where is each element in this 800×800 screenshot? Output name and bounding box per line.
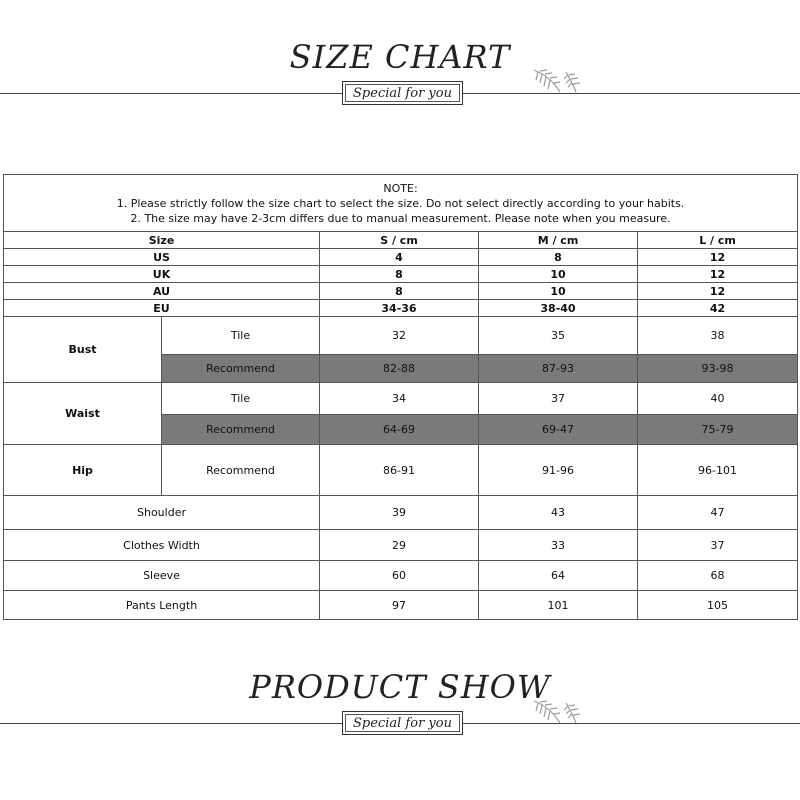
note-line-1: 1. Please strictly follow the size chart to select the size. Do not select directly according to your habits. [116,196,685,210]
cell-l: 47 [638,496,798,530]
cell-l: 105 [638,591,798,620]
cell-m: 10 [479,283,638,300]
recommend-label: Recommend [162,355,320,383]
cell-s: 8 [320,283,479,300]
cell-s: 39 [320,496,479,530]
table-row [4,445,798,496]
table-row [4,317,798,355]
note-row [4,175,798,232]
recommend-label: Recommend [162,415,320,445]
cell-m: 10 [479,266,638,283]
cell-s: 64-69 [320,415,479,445]
waist-label: Waist [4,383,162,445]
badge-text: Special for you [345,84,460,102]
cell-m: 37 [479,383,638,415]
cell-m: 91-96 [479,445,638,496]
cell-s: 82-88 [320,355,479,383]
row-label: Shoulder [4,496,320,530]
note-line-2: 2. The size may have 2-3cm differs due to manual measurement. Please note when you measure. [130,211,671,225]
cell-m: 35 [479,317,638,355]
table-header-row [4,232,798,249]
section-title: PRODUCT SHOW [249,668,551,706]
cell-m: 8 [479,249,638,266]
cell-s: 34-36 [320,300,479,317]
hip-label: Hip [4,445,162,496]
row-label: UK [4,266,320,283]
cell-l: 93-98 [638,355,798,383]
row-label: Clothes Width [4,530,320,561]
table-row [4,561,798,591]
row-label: AU [4,283,320,300]
row-label: Sleeve [4,561,320,591]
cell-s: 29 [320,530,479,561]
cell-l: 12 [638,249,798,266]
bust-label: Bust [4,317,162,383]
palm-leaf-icon [530,697,586,727]
table-row [4,283,798,300]
table-row [4,266,798,283]
cell-l: 38 [638,317,798,355]
special-badge [342,81,463,105]
palm-leaf-icon [530,66,586,96]
table-row [4,300,798,317]
cell-m: 69-47 [479,415,638,445]
header-l: L / cm [638,232,798,249]
cell-l: 12 [638,266,798,283]
tile-label: Tile [162,383,320,415]
size-chart-table [3,174,798,620]
section-title: SIZE CHART [289,38,511,76]
table-row [4,530,798,561]
cell-s: 97 [320,591,479,620]
header-size: Size [4,232,320,249]
cell-l: 37 [638,530,798,561]
badge-text: Special for you [345,714,460,732]
header-m: M / cm [479,232,638,249]
cell-s: 34 [320,383,479,415]
cell-l: 12 [638,283,798,300]
cell-l: 96-101 [638,445,798,496]
table-row [4,383,798,415]
cell-m: 43 [479,496,638,530]
cell-m: 38-40 [479,300,638,317]
special-badge [342,711,463,735]
note-title: NOTE: [383,181,418,195]
row-label: Pants Length [4,591,320,620]
cell-s: 86-91 [320,445,479,496]
table-row [4,496,798,530]
cell-m: 33 [479,530,638,561]
cell-s: 8 [320,266,479,283]
recommend-label: Recommend [162,445,320,496]
row-label: EU [4,300,320,317]
cell-l: 40 [638,383,798,415]
cell-m: 87-93 [479,355,638,383]
cell-l: 42 [638,300,798,317]
row-label: US [4,249,320,266]
cell-s: 60 [320,561,479,591]
cell-l: 75-79 [638,415,798,445]
cell-s: 4 [320,249,479,266]
tile-label: Tile [162,317,320,355]
cell-l: 68 [638,561,798,591]
table-row [4,591,798,620]
cell-m: 64 [479,561,638,591]
header-s: S / cm [320,232,479,249]
cell-s: 32 [320,317,479,355]
table-row [4,249,798,266]
cell-m: 101 [479,591,638,620]
note-cell [4,175,798,232]
